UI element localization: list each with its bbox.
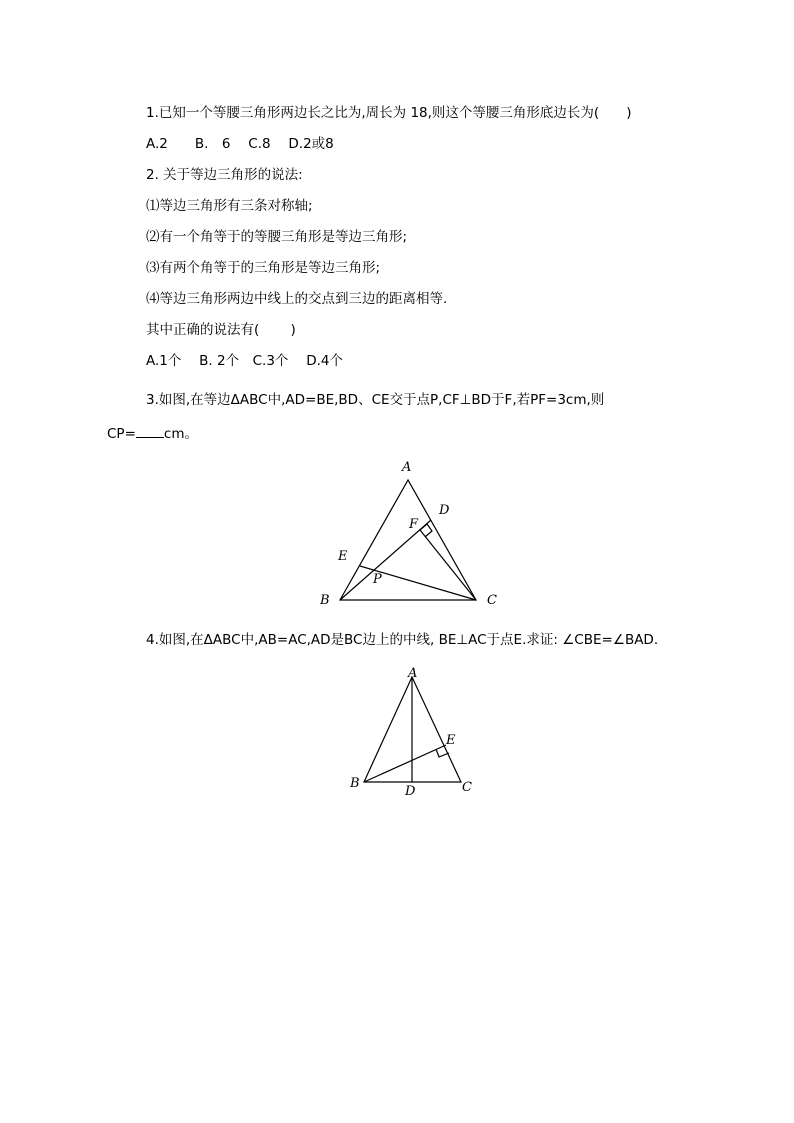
q4-figure: [345, 662, 480, 798]
q3-label-b: B: [320, 593, 330, 608]
q1-stem: 1.已知一个等腰三角形两边长之比为,周长为 18,则这个等腰三角形底边长为( ): [146, 105, 632, 121]
q2-statement-2: ⑵有一个角等于的等腰三角形是等边三角形;: [146, 229, 408, 245]
q2-ask: 其中正确的说法有( ): [146, 322, 296, 338]
q3-segment-cf: [420, 530, 476, 600]
q4-label-a: A: [408, 666, 418, 681]
q4-segment-be: [364, 745, 446, 782]
q3-answer-suffix: cm。: [163, 426, 198, 442]
q3-segment-bd: [340, 520, 431, 600]
q4-label-e: E: [446, 733, 456, 748]
q3-label-f: F: [409, 517, 419, 532]
q3-figure: [310, 455, 510, 610]
q3-answer-blank[interactable]: [136, 425, 164, 438]
q1-options: A.2 B. 6 C.8 D.2或8: [146, 136, 334, 152]
q2-statement-4: ⑷等边三角形两边中线上的交点到三边的距离相等.: [146, 291, 448, 307]
q4-label-d: D: [405, 784, 416, 798]
q3-label-p: P: [373, 572, 382, 587]
q2-options: A.1个 B. 2个 C.3个 D.4个: [146, 353, 343, 369]
q4-label-b: B: [350, 776, 360, 791]
q3-answer-line: [107, 425, 198, 443]
q2-statement-3: ⑶有两个角等于的三角形是等边三角形;: [146, 260, 381, 276]
q3-right-angle-mark: [420, 524, 432, 537]
q3-answer-prefix: CP=: [107, 426, 136, 442]
q3-label-e: E: [338, 549, 348, 564]
q3-label-d: D: [439, 503, 450, 518]
q3-label-a: A: [402, 460, 412, 475]
q3-label-c: C: [487, 593, 497, 608]
q4-stem: 4.如图,在ΔABC中,AB=AC,AD是BC边上的中线, BE⊥AC于点E.求证: ∠CBE=∠BAD.: [146, 632, 659, 648]
q4-label-c: C: [462, 780, 472, 795]
q2-stem: 2. 关于等边三角形的说法:: [146, 167, 303, 183]
q3-stem: 3.如图,在等边ΔABC中,AD=BE,BD、CE交于点P,CF⊥BD于F,若PF=3cm,则: [146, 392, 605, 408]
q2-statement-1: ⑴等边三角形有三条对称轴;: [146, 198, 313, 214]
